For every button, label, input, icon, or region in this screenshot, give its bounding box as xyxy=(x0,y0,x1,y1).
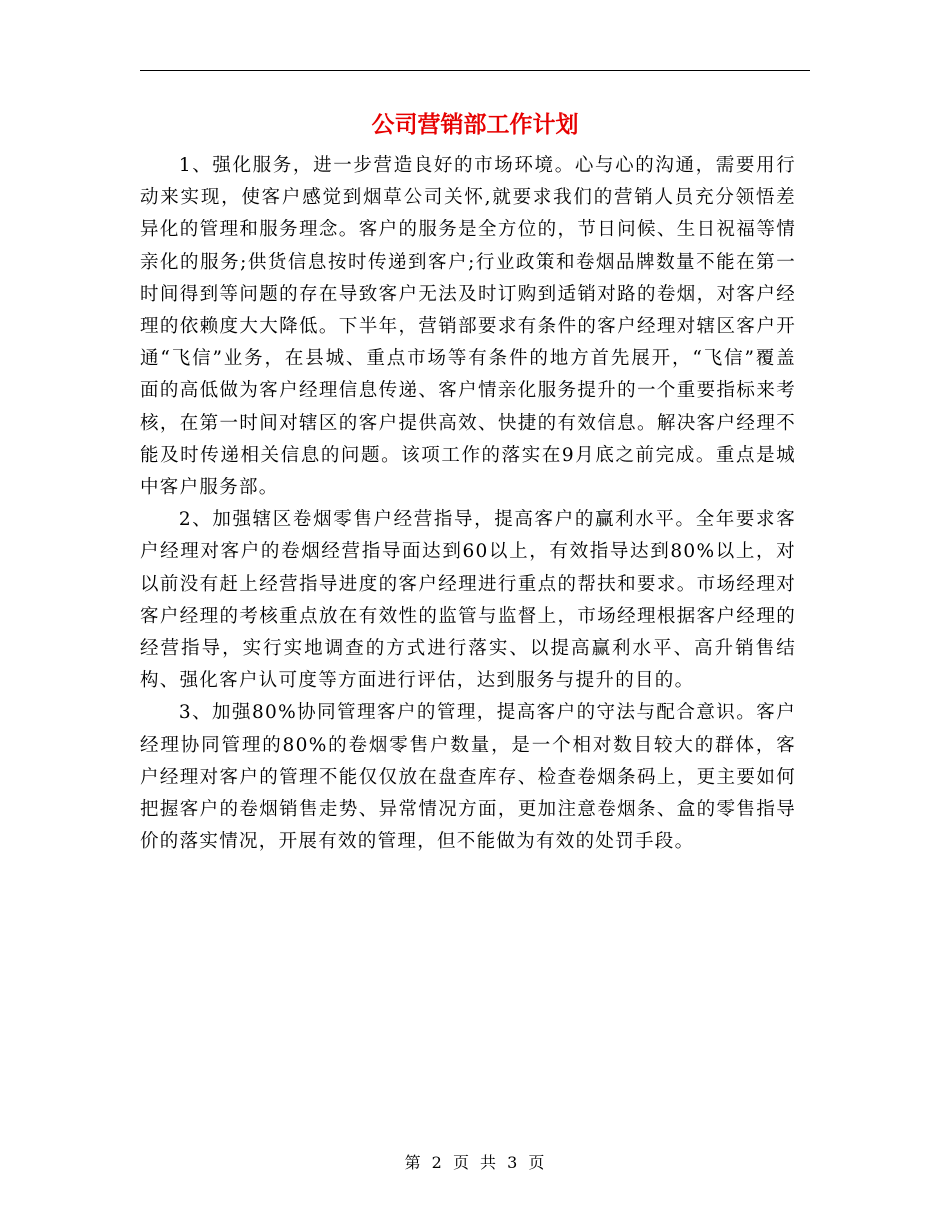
document-body xyxy=(140,150,796,858)
document-title: 公司营销部工作计划 xyxy=(371,111,579,138)
page-number-footer: 第 2 页 共 3 页 xyxy=(404,1153,546,1172)
header-rule xyxy=(140,70,810,71)
paragraph-2: 2、加强辖区卷烟零售户经营指导，提高客户的赢利水平。全年要求客户经理对客户的卷烟经营指导面达到60以上，有效指导达到80%以上，对以前没有赶上经营指导进度的客户经理进行重点的帮扶和要求。市场经理对客户经理的考核重点放在有效性的监管与监督上，市场经理根据客户经理的经营指导，实行实地调查的方式进行落实、以提高赢利水平、高升销售结构、强化客户认可度等方面进行评估，达到服务与提升的目的。 xyxy=(140,509,796,692)
paragraph-1: 1、强化服务，进一步营造良好的市场环境。心与心的沟通，需要用行动来实现，使客户感觉到烟草公司关怀,就要求我们的营销人员充分领悟差异化的管理和服务理念。客户的服务是全方位的，节日问候、生日祝福等情亲化的服务;供货信息按时传递到客户;行业政策和卷烟品牌数量不能在第一时间得到等问题的存在导致客户无法及时订购到适销对路的卷烟，对客户经理的依赖度大大降低。下半年，营销部要求有条件的客户经理对辖区客户开通“飞信”业务，在县城、重点市场等有条件的地方首先展开，“飞信”覆盖面的高低做为客户经理信息传递、客户情亲化服务提升的一个重要指标来考核，在第一时间对辖区的客户提供高效、快捷的有效信息。解决客户经理不能及时传递相关信息的问题。该项工作的落实在9月底之前完成。重点是城中客户服务部。 xyxy=(140,155,796,499)
paragraph-3: 3、加强80%协同管理客户的管理，提高客户的守法与配合意识。客户经理协同管理的80%的卷烟零售户数量，是一个相对数目较大的群体，客户经理对客户的管理不能仅仅放在盘查库存、检查卷烟条码上，更主要如何把握客户的卷烟销售走势、异常情况方面，更加注意卷烟条、盒的零售指导价的落实情况，开展有效的管理，但不能做为有效的处罚手段。 xyxy=(140,702,796,853)
